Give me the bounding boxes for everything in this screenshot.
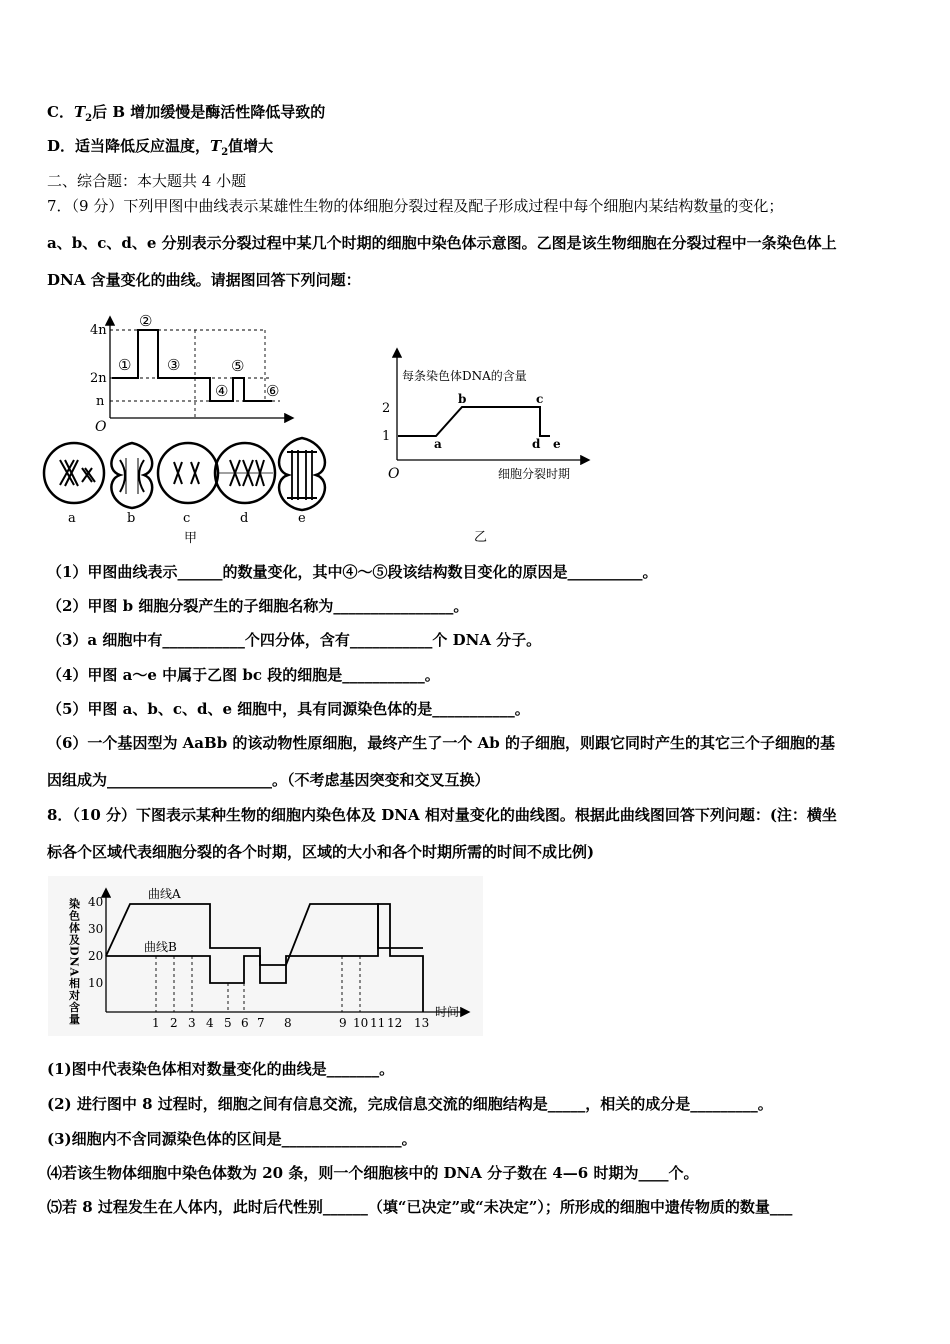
q8-y-axis-label: [68, 897, 82, 1025]
q8-x-11: 11: [370, 1016, 386, 1030]
yi-y-2: 2: [382, 401, 391, 416]
q8-x-8: 8: [284, 1016, 292, 1030]
cell-label-e: e: [298, 511, 306, 526]
jia-seg-5: ⑤: [231, 357, 245, 375]
q8-y-30: 30: [88, 922, 104, 936]
q8-stem-line-1: 8．（10 分）下图表示某种生物的细胞内染色体及 DNA 相对量变化的曲线图。根据此曲线图回答下列问题：(注：横坐: [47, 806, 837, 824]
yi-x-label: 细胞分裂时期: [498, 467, 571, 481]
q8-x-12: 12: [387, 1016, 403, 1030]
cell-a: [44, 443, 104, 503]
yi-point-c: c: [536, 392, 544, 406]
yi-curve: [398, 407, 550, 436]
q8-sub-4: ⑷若该生物体细胞中染色体数为 20 条，则一个细胞核中的 DNA 分子数在 4—6 时期为____个。: [47, 1164, 699, 1182]
q7-sub-1: （1）甲图曲线表示______的数量变化，其中④～⑤段该结构数目变化的原因是__________。: [47, 563, 658, 581]
yi-title: 每条染色体DNA的含量: [402, 369, 527, 383]
jia-seg-2: ②: [139, 312, 153, 330]
cell-e: [279, 438, 325, 510]
option-d: D．适当降低反应温度，$T_2$值增大: [47, 137, 274, 158]
figure-yi: [370, 345, 600, 545]
q8-chart: [48, 876, 483, 1036]
q8-x-4: 4: [206, 1016, 214, 1030]
q8-y-10: 10: [88, 976, 104, 990]
yi-point-d: d: [532, 437, 541, 451]
cell-d: [215, 443, 275, 503]
jia-seg-1: ①: [118, 356, 132, 374]
q8-x-1: 1: [152, 1016, 160, 1030]
jia-seg-3: ③: [167, 356, 181, 374]
yi-origin: O: [388, 466, 400, 482]
jia-curve: [112, 330, 272, 401]
q7-sub-4: （4）甲图 a～e 中属于乙图 bc 段的细胞是___________。: [47, 666, 440, 684]
figure-jia: [40, 310, 340, 546]
jia-seg-4: ④: [215, 382, 229, 400]
q7-stem-line-1: 7．（9 分）下列甲图中曲线表示某雄性生物的体细胞分裂过程及配子形成过程中每个细胞内某结构数量的变化；: [47, 197, 784, 215]
yi-point-b: b: [458, 392, 467, 406]
q8-stem-line-2: 标各个区域代表细胞分裂的各个时期，区域的大小和各个时期所需的时间不成比例): [47, 843, 595, 861]
q8-curve-b-label: 曲线B: [144, 940, 177, 954]
yi-caption: 乙: [474, 530, 488, 545]
q7-sub-6-line-2: 因组成为______________________。（不考虑基因突变和交叉互换）: [47, 771, 490, 789]
q8-x-2: 2: [170, 1016, 178, 1030]
jia-caption: 甲: [184, 531, 198, 546]
yi-y-1: 1: [382, 429, 391, 444]
cell-label-c: c: [183, 511, 191, 526]
q7-sub-5: （5）甲图 a、b、c、d、e 细胞中，具有同源染色体的是___________。: [47, 700, 530, 718]
q7-sub-3: （3）a 细胞中有___________个四分体，含有___________个 DNA 分子。: [47, 631, 542, 649]
q7-stem-line-3: DNA 含量变化的曲线。请据图回答下列问题：: [47, 271, 361, 289]
q8-x-7: 7: [257, 1016, 265, 1030]
jia-origin: O: [95, 419, 107, 435]
cell-label-d: d: [240, 511, 249, 526]
cell-label-a: a: [68, 511, 76, 526]
section-heading: 二、综合题：本大题共 4 小题: [47, 172, 247, 190]
jia-y-n: n: [96, 394, 105, 409]
q7-stem-line-2: a、b、c、d、e 分别表示分裂过程中某几个时期的细胞中染色体示意图。乙图是该生物细胞在分裂过程中一条染色体上: [47, 234, 837, 252]
jia-seg-6: ⑥: [266, 382, 280, 400]
q8-x-5: 5: [224, 1016, 232, 1030]
q8-x-9: 9: [339, 1016, 347, 1030]
yi-point-e: e: [553, 437, 561, 451]
cell-c: [158, 443, 218, 503]
q8-x-6: 6: [241, 1016, 249, 1030]
q8-curve-a-label: 曲线A: [148, 887, 181, 901]
q8-sub-2: (2) 进行图中 8 过程时，细胞之间有信息交流，完成信息交流的细胞结构是_____，相关的成分是_________。: [47, 1095, 773, 1113]
q8-x-10: 10: [353, 1016, 369, 1030]
q8-sub-1: (1)图中代表染色体相对数量变化的曲线是_______。: [47, 1060, 395, 1078]
yi-point-a: a: [434, 437, 442, 451]
option-c: C．$T_2$后 B 增加缓慢是酶活性降低导致的: [47, 103, 326, 124]
q8-y-40: 40: [88, 895, 104, 909]
q8-x-3: 3: [188, 1016, 196, 1030]
svg-text:染色体及DNA相对含量: 染色体及DNA相对含量: [67, 898, 81, 1026]
q8-sub-3: (3)细胞内不含同源染色体的区间是________________。: [47, 1130, 417, 1148]
q7-sub-2: （2）甲图 b 细胞分裂产生的子细胞名称为________________。: [47, 597, 469, 615]
q7-sub-6-line-1: （6）一个基因型为 AaBb 的该动物性原细胞，最终产生了一个 Ab 的子细胞，则跟它同时产生的其它三个子细胞的基: [47, 734, 835, 752]
q8-x-label: 时间: [435, 1005, 460, 1019]
jia-y-2n: 2n: [90, 371, 107, 386]
cell-b: [111, 443, 152, 508]
q8-x-13: 13: [414, 1016, 430, 1030]
q8-sub-5: ⑸若 8 过程发生在人体内，此时后代性别______（填“已决定”或“未决定”）；所形成的细胞中遗传物质的数量___: [47, 1198, 793, 1216]
cell-label-b: b: [127, 511, 136, 526]
jia-y-4n: 4n: [90, 323, 107, 338]
q8-y-20: 20: [88, 949, 104, 963]
